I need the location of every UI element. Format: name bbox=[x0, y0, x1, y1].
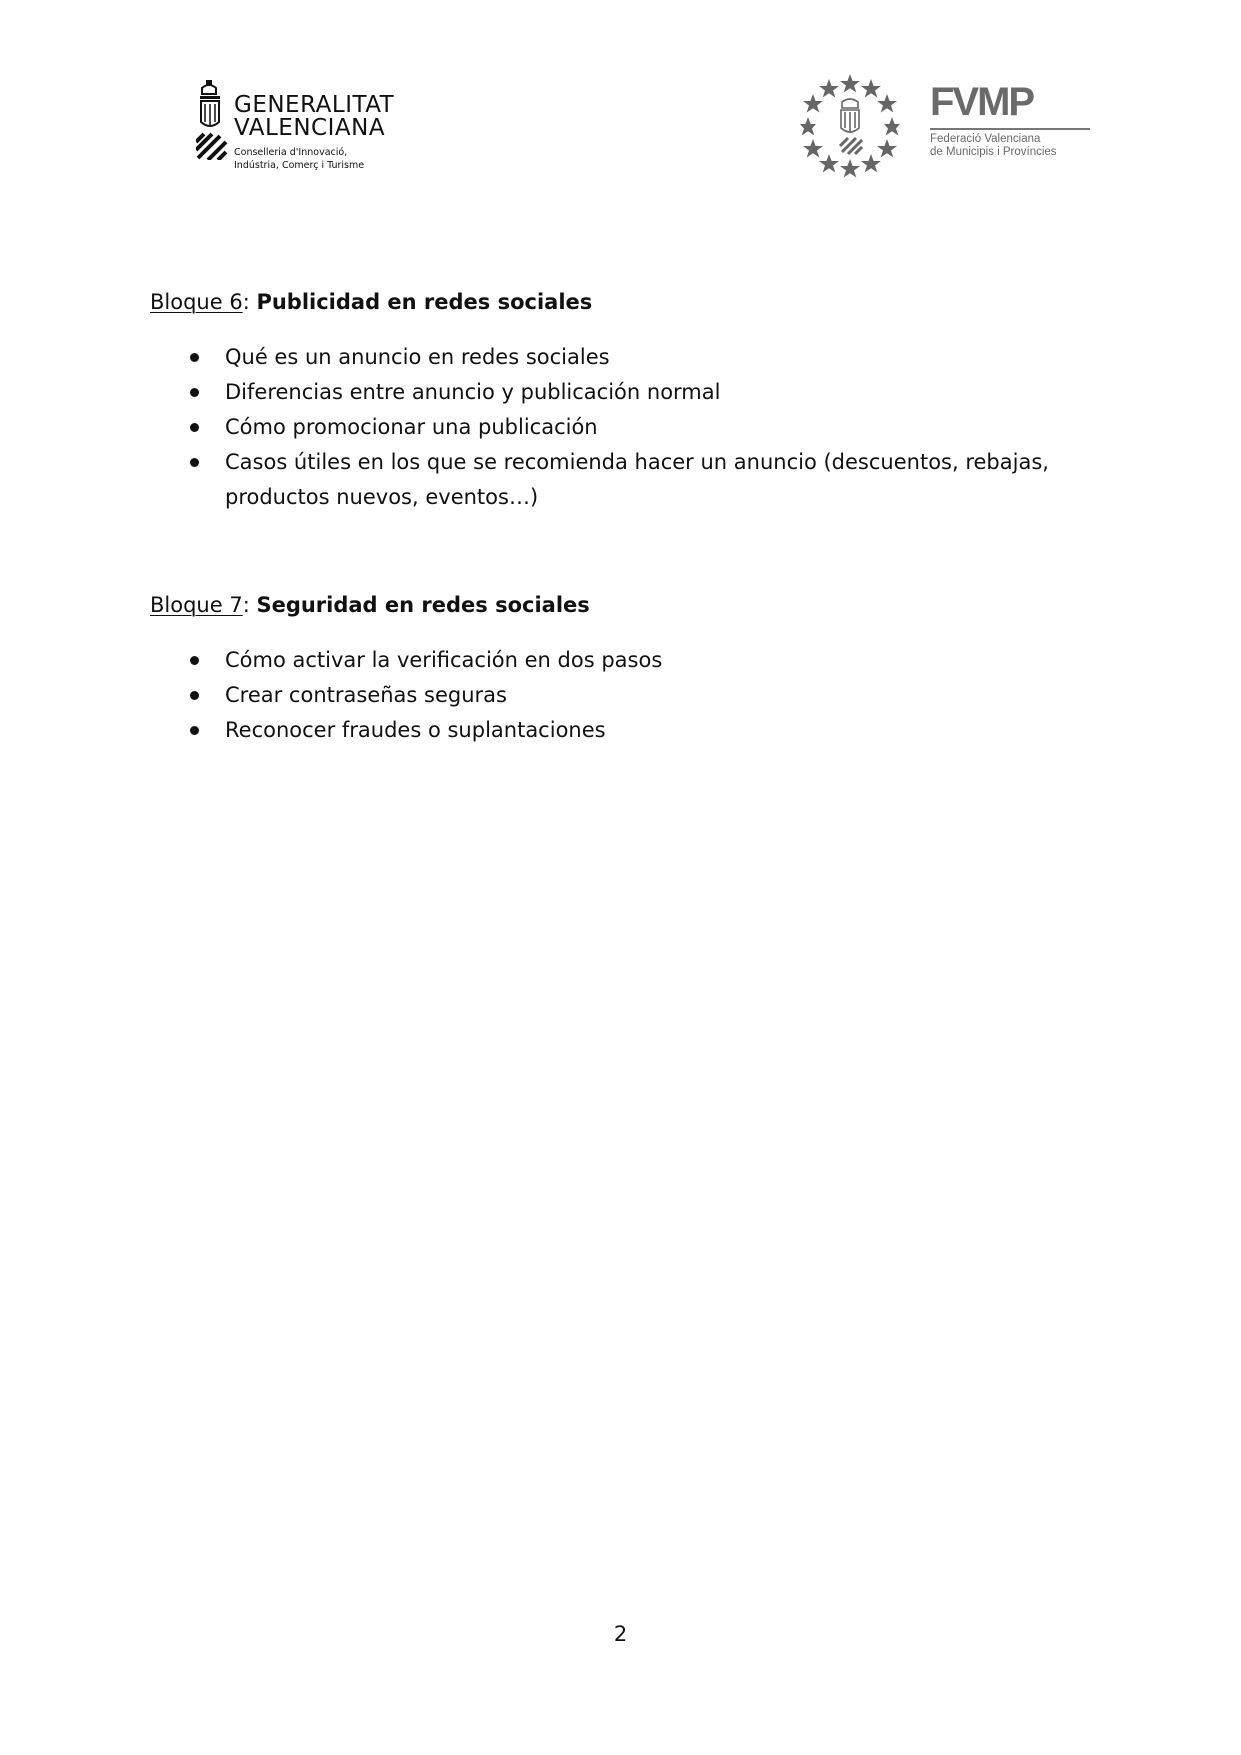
list-item: Crear contraseñas seguras bbox=[150, 678, 1090, 713]
block-7-separator: : bbox=[242, 593, 257, 617]
generalitat-valenciana-logo bbox=[196, 78, 396, 178]
conselleria-subtitle: Conselleria d'Innovació, Indústria, Comerç i Turisme bbox=[234, 147, 365, 171]
block-7-list bbox=[150, 643, 1090, 748]
generalitat-crest-icon bbox=[196, 80, 228, 160]
list-item: Cómo promocionar una publicación bbox=[150, 410, 1090, 445]
fvmp-subtitle: Federació Valenciana de Municipis i Províncies bbox=[930, 133, 1057, 158]
star-ring-emblem-icon bbox=[800, 72, 900, 180]
block-6-label: Bloque 6 bbox=[150, 290, 243, 314]
generalitat-name: GENERALITAT VALENCIANA bbox=[234, 92, 395, 141]
page-number: 2 bbox=[613, 1622, 628, 1646]
block-6-heading bbox=[150, 288, 1090, 316]
list-item: Reconocer fraudes o suplantaciones bbox=[150, 713, 1090, 748]
list-item: Casos útiles en los que se recomienda hacer un anuncio (descuentos, rebajas, productos nuevos, eventos…) bbox=[150, 445, 1090, 515]
fvmp-wordmark: FVMP bbox=[930, 80, 1034, 124]
block-7-section bbox=[150, 591, 1090, 748]
block-6-list bbox=[150, 340, 1090, 515]
block-6-separator: : bbox=[242, 290, 257, 314]
fvmp-divider bbox=[930, 128, 1090, 130]
block-7-label: Bloque 7 bbox=[150, 593, 243, 617]
list-item: Qué es un anuncio en redes sociales bbox=[150, 340, 1090, 375]
block-6-title: Publicidad en redes sociales bbox=[256, 290, 593, 314]
list-item: Cómo activar la verificación en dos pasos bbox=[150, 643, 1090, 678]
block-6-section bbox=[150, 288, 1090, 515]
fvmp-logo bbox=[800, 72, 1100, 182]
block-7-title: Seguridad en redes sociales bbox=[256, 593, 590, 617]
list-item: Diferencias entre anuncio y publicación normal bbox=[150, 375, 1090, 410]
block-7-heading bbox=[150, 591, 1090, 619]
